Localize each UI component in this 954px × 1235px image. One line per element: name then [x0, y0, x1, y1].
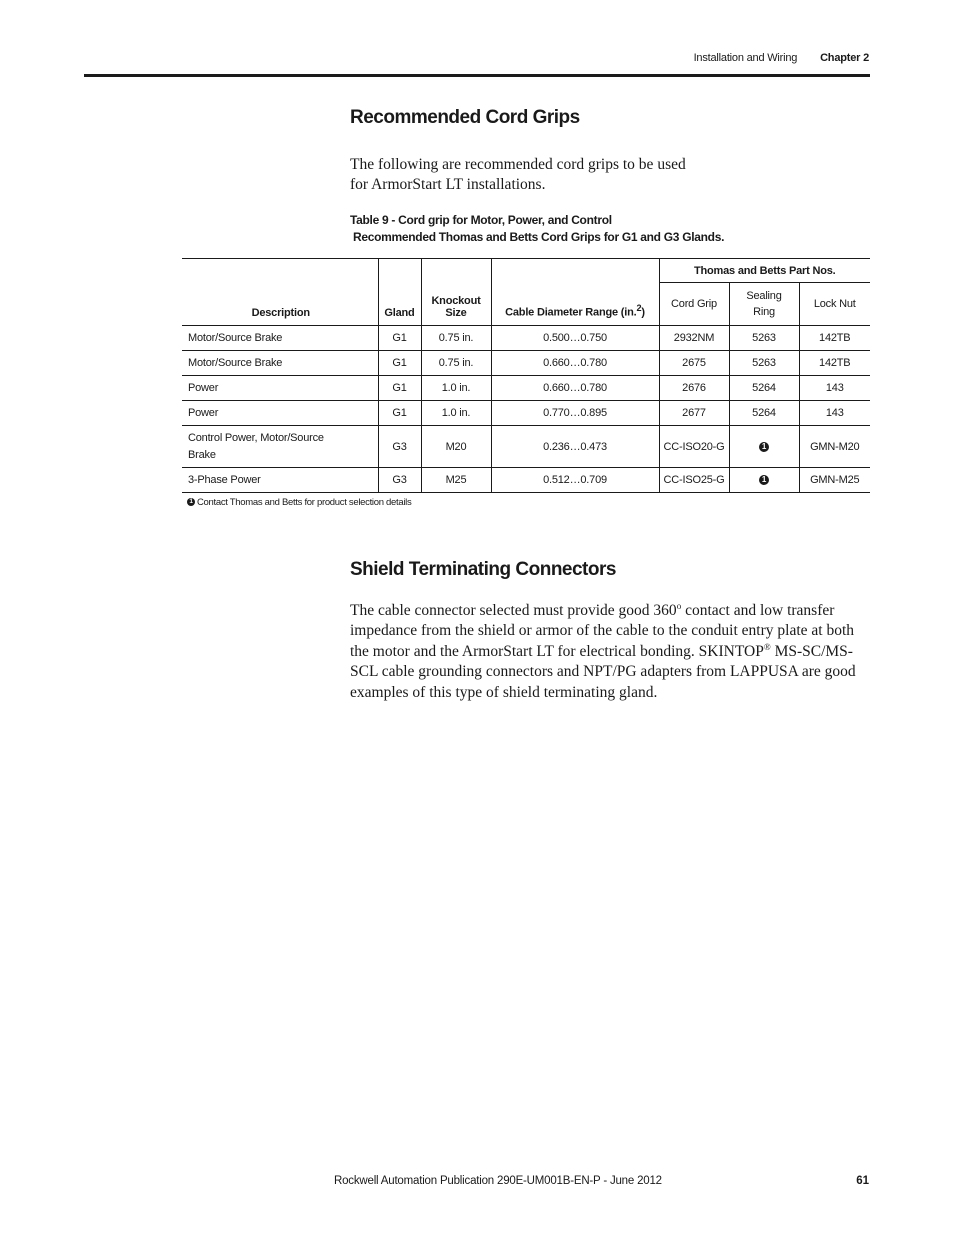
table-caption-line-1: Table 9 - Cord grip for Motor, Power, and Control — [350, 213, 612, 227]
header-cable-range-end: ) — [641, 307, 645, 319]
cell-cord-grip: 2676 — [659, 376, 729, 401]
section-title-cord-grips: Recommended Cord Grips — [350, 107, 580, 128]
cell-sealing-ring: 5264 — [729, 401, 799, 426]
cell-knockout: 1.0 in. — [421, 376, 491, 401]
table-row — [182, 468, 870, 493]
cell-gland: G3 — [378, 426, 421, 468]
cell-knockout: M20 — [421, 426, 491, 468]
footnote-marker-icon: 1 — [759, 475, 769, 485]
cell-description-line-1: Control Power, Motor/Source — [188, 431, 324, 444]
page-number: 61 — [856, 1175, 869, 1187]
header-knockout-size — [421, 259, 491, 326]
degree-superscript: o — [676, 600, 682, 611]
header-description: Description — [182, 259, 378, 326]
cell-gland: G1 — [378, 376, 421, 401]
shield-text-a: The cable connector selected must provide good 360 — [350, 602, 677, 619]
table-row — [182, 376, 870, 401]
cell-range: 0.660…0.780 — [491, 376, 659, 401]
cell-sealing-ring — [729, 426, 799, 468]
cell-gland: G1 — [378, 351, 421, 376]
cell-range: 0.660…0.780 — [491, 351, 659, 376]
cell-knockout: M25 — [421, 468, 491, 493]
header-gland: Gland — [378, 259, 421, 326]
cell-sealing-ring: 5264 — [729, 376, 799, 401]
header-sealing-ring — [729, 283, 799, 326]
table-row — [182, 426, 870, 468]
cell-gland: G3 — [378, 468, 421, 493]
shield-text-b: contact and low transfer impedance from the shield or armor of the cable to the conduit entry plate at both the motor and the ArmorStart LT for electrical bonding. SKINTOP — [350, 602, 855, 660]
cell-description-line-2: Brake — [188, 448, 216, 461]
cell-description: Motor/Source Brake — [182, 326, 378, 351]
cord-grip-table — [182, 258, 870, 493]
table-row — [182, 401, 870, 426]
table-caption-line-2: Recommended Thomas and Betts Cord Grips for G1 and G3 Glands. — [353, 229, 725, 244]
cell-lock-nut: 142TB — [799, 326, 870, 351]
cell-lock-nut: GMN-M25 — [799, 468, 870, 493]
cell-range: 0.500…0.750 — [491, 326, 659, 351]
header-section: Installation and Wiring — [693, 52, 798, 64]
cell-description: Motor/Source Brake — [182, 351, 378, 376]
cell-lock-nut: 143 — [799, 401, 870, 426]
cell-gland: G1 — [378, 401, 421, 426]
intro-paragraph — [350, 155, 710, 196]
shield-text-c: MS-SC/MS-SCL cable grounding connectors and NPT/PG adapters from LAPPUSA are good examples of this type of shield terminating gland. — [350, 642, 856, 701]
header-lock-nut: Lock Nut — [799, 283, 870, 326]
header-cable-range-sup: 2 — [636, 303, 642, 314]
header-cable-range-text: Cable Diameter Range (in. — [505, 307, 637, 319]
intro-line-1: The following are recommended cord grips to be used — [350, 156, 686, 173]
table-caption — [350, 212, 724, 245]
footnote-text: Contact Thomas and Betts for product selection details — [197, 497, 412, 508]
running-header — [694, 52, 869, 64]
cell-range: 0.770…0.895 — [491, 401, 659, 426]
footnote-marker-icon: 1 — [759, 442, 769, 452]
shield-paragraph — [350, 601, 865, 703]
header-sealing-a: Sealing — [746, 290, 782, 302]
table-footnote — [187, 497, 411, 508]
cell-lock-nut: 142TB — [799, 351, 870, 376]
header-knockout-b: Size — [445, 307, 467, 319]
header-cable-range — [491, 259, 659, 326]
cell-cord-grip: 2677 — [659, 401, 729, 426]
cell-description: 3-Phase Power — [182, 468, 378, 493]
cell-description — [182, 426, 378, 468]
table-row — [182, 351, 870, 376]
footer-publication: Rockwell Automation Publication 290E-UM001B-EN-P - June 2012 — [334, 1175, 662, 1187]
footnote-marker-icon: 1 — [187, 498, 195, 506]
registered-mark: ® — [763, 641, 771, 652]
table-row — [182, 326, 870, 351]
cell-description: Power — [182, 401, 378, 426]
intro-line-2: for ArmorStart LT installations. — [350, 176, 546, 194]
cell-lock-nut: GMN-M20 — [799, 426, 870, 468]
cell-range: 0.512…0.709 — [491, 468, 659, 493]
cell-range: 0.236…0.473 — [491, 426, 659, 468]
cell-gland: G1 — [378, 326, 421, 351]
cell-sealing-ring — [729, 468, 799, 493]
cell-knockout: 0.75 in. — [421, 326, 491, 351]
section-title-shield-connectors: Shield Terminating Connectors — [350, 559, 616, 580]
cell-knockout: 1.0 in. — [421, 401, 491, 426]
cell-cord-grip: CC-ISO25-G — [659, 468, 729, 493]
cell-cord-grip: CC-ISO20-G — [659, 426, 729, 468]
cell-description: Power — [182, 376, 378, 401]
header-knockout-a: Knockout — [431, 295, 481, 307]
header-part-nos-group: Thomas and Betts Part Nos. — [659, 259, 870, 283]
header-sealing-b: Ring — [753, 306, 775, 318]
cell-sealing-ring: 5263 — [729, 351, 799, 376]
header-rule — [84, 74, 870, 77]
header-cord-grip: Cord Grip — [659, 283, 729, 326]
cell-lock-nut: 143 — [799, 376, 870, 401]
cell-cord-grip: 2675 — [659, 351, 729, 376]
header-chapter: Chapter 2 — [820, 52, 869, 64]
cell-knockout: 0.75 in. — [421, 351, 491, 376]
cell-sealing-ring: 5263 — [729, 326, 799, 351]
cell-cord-grip: 2932NM — [659, 326, 729, 351]
